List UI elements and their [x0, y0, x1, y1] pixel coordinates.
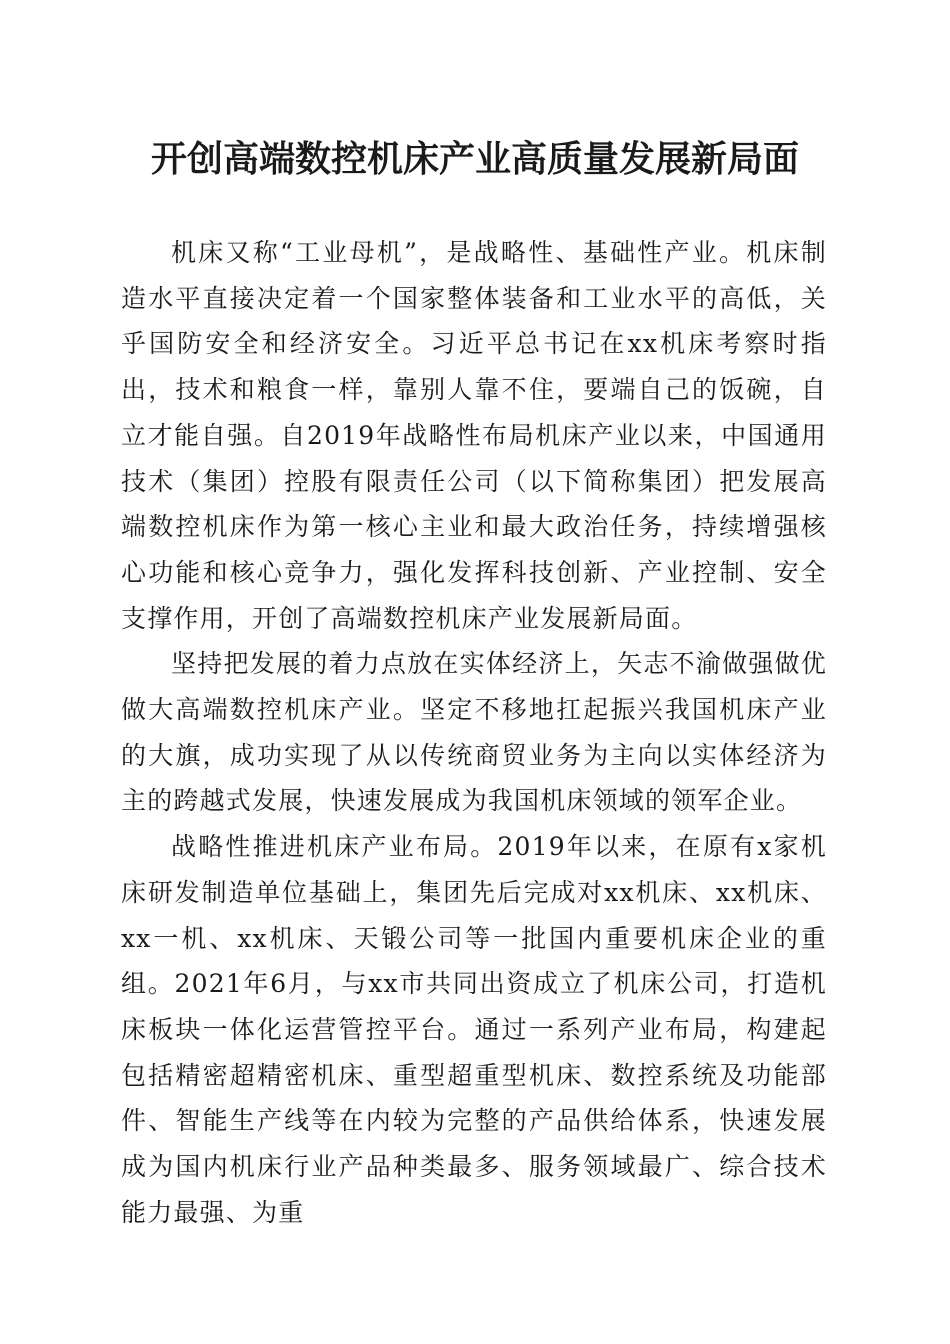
document-title: 开创高端数控机床产业高质量发展新局面 — [150, 138, 799, 180]
paragraph-real-economy: 坚持把发展的着力点放在实体经济上，矢志不渝做强做优做大高端数控机床产业。坚定不移地扛起振兴我国机床产业的大旗，成功实现了从以传统商贸业务为主向以实体经济为主的跨越式发展，快速发展成为我国机床领域的领军企业。 — [121, 649, 827, 816]
paragraph-industry-layout: 战略性推进机床产业布局。2019年以来，在原有x家机床研发制造单位基础上，集团先后完成对xx机床、xx机床、xx一机、xx机床、天锻公司等一批国内重要机床企业的重组。2021年6月，与xx市共同出资成立了机床公司，打造机床板块一体化运营管控平台。通过一系列产业布局，构建起包括精密超精密机床、重型超重型机床、数控系统及功能部件、智能生产线等在内较为完整的产品供给体系，快速发展成为国内机床行业产品种类最多、服务领域最广、综合技术能力最强、为重 — [121, 832, 827, 1227]
paragraph-intro: 机床又称“工业母机”，是战略性、基础性产业。机床制造水平直接决定着一个国家整体装备和工业水平的高低，关乎国防安全和经济安全。习近平总书记在xx机床考察时指出，技术和粮食一样，靠别人靠不住，要端自己的饭碗，自立才能自强。自2019年战略性布局机床产业以来，中国通用技术（集团）控股有限责任公司（以下简称集团）把发展高端数控机床作为第一核心主业和最大政治任务，持续增强核心功能和核心竞争力，强化发挥科技创新、产业控制、安全支撑作用，开创了高端数控机床产业发展新局面。 — [121, 238, 827, 633]
document-body — [121, 230, 827, 1235]
